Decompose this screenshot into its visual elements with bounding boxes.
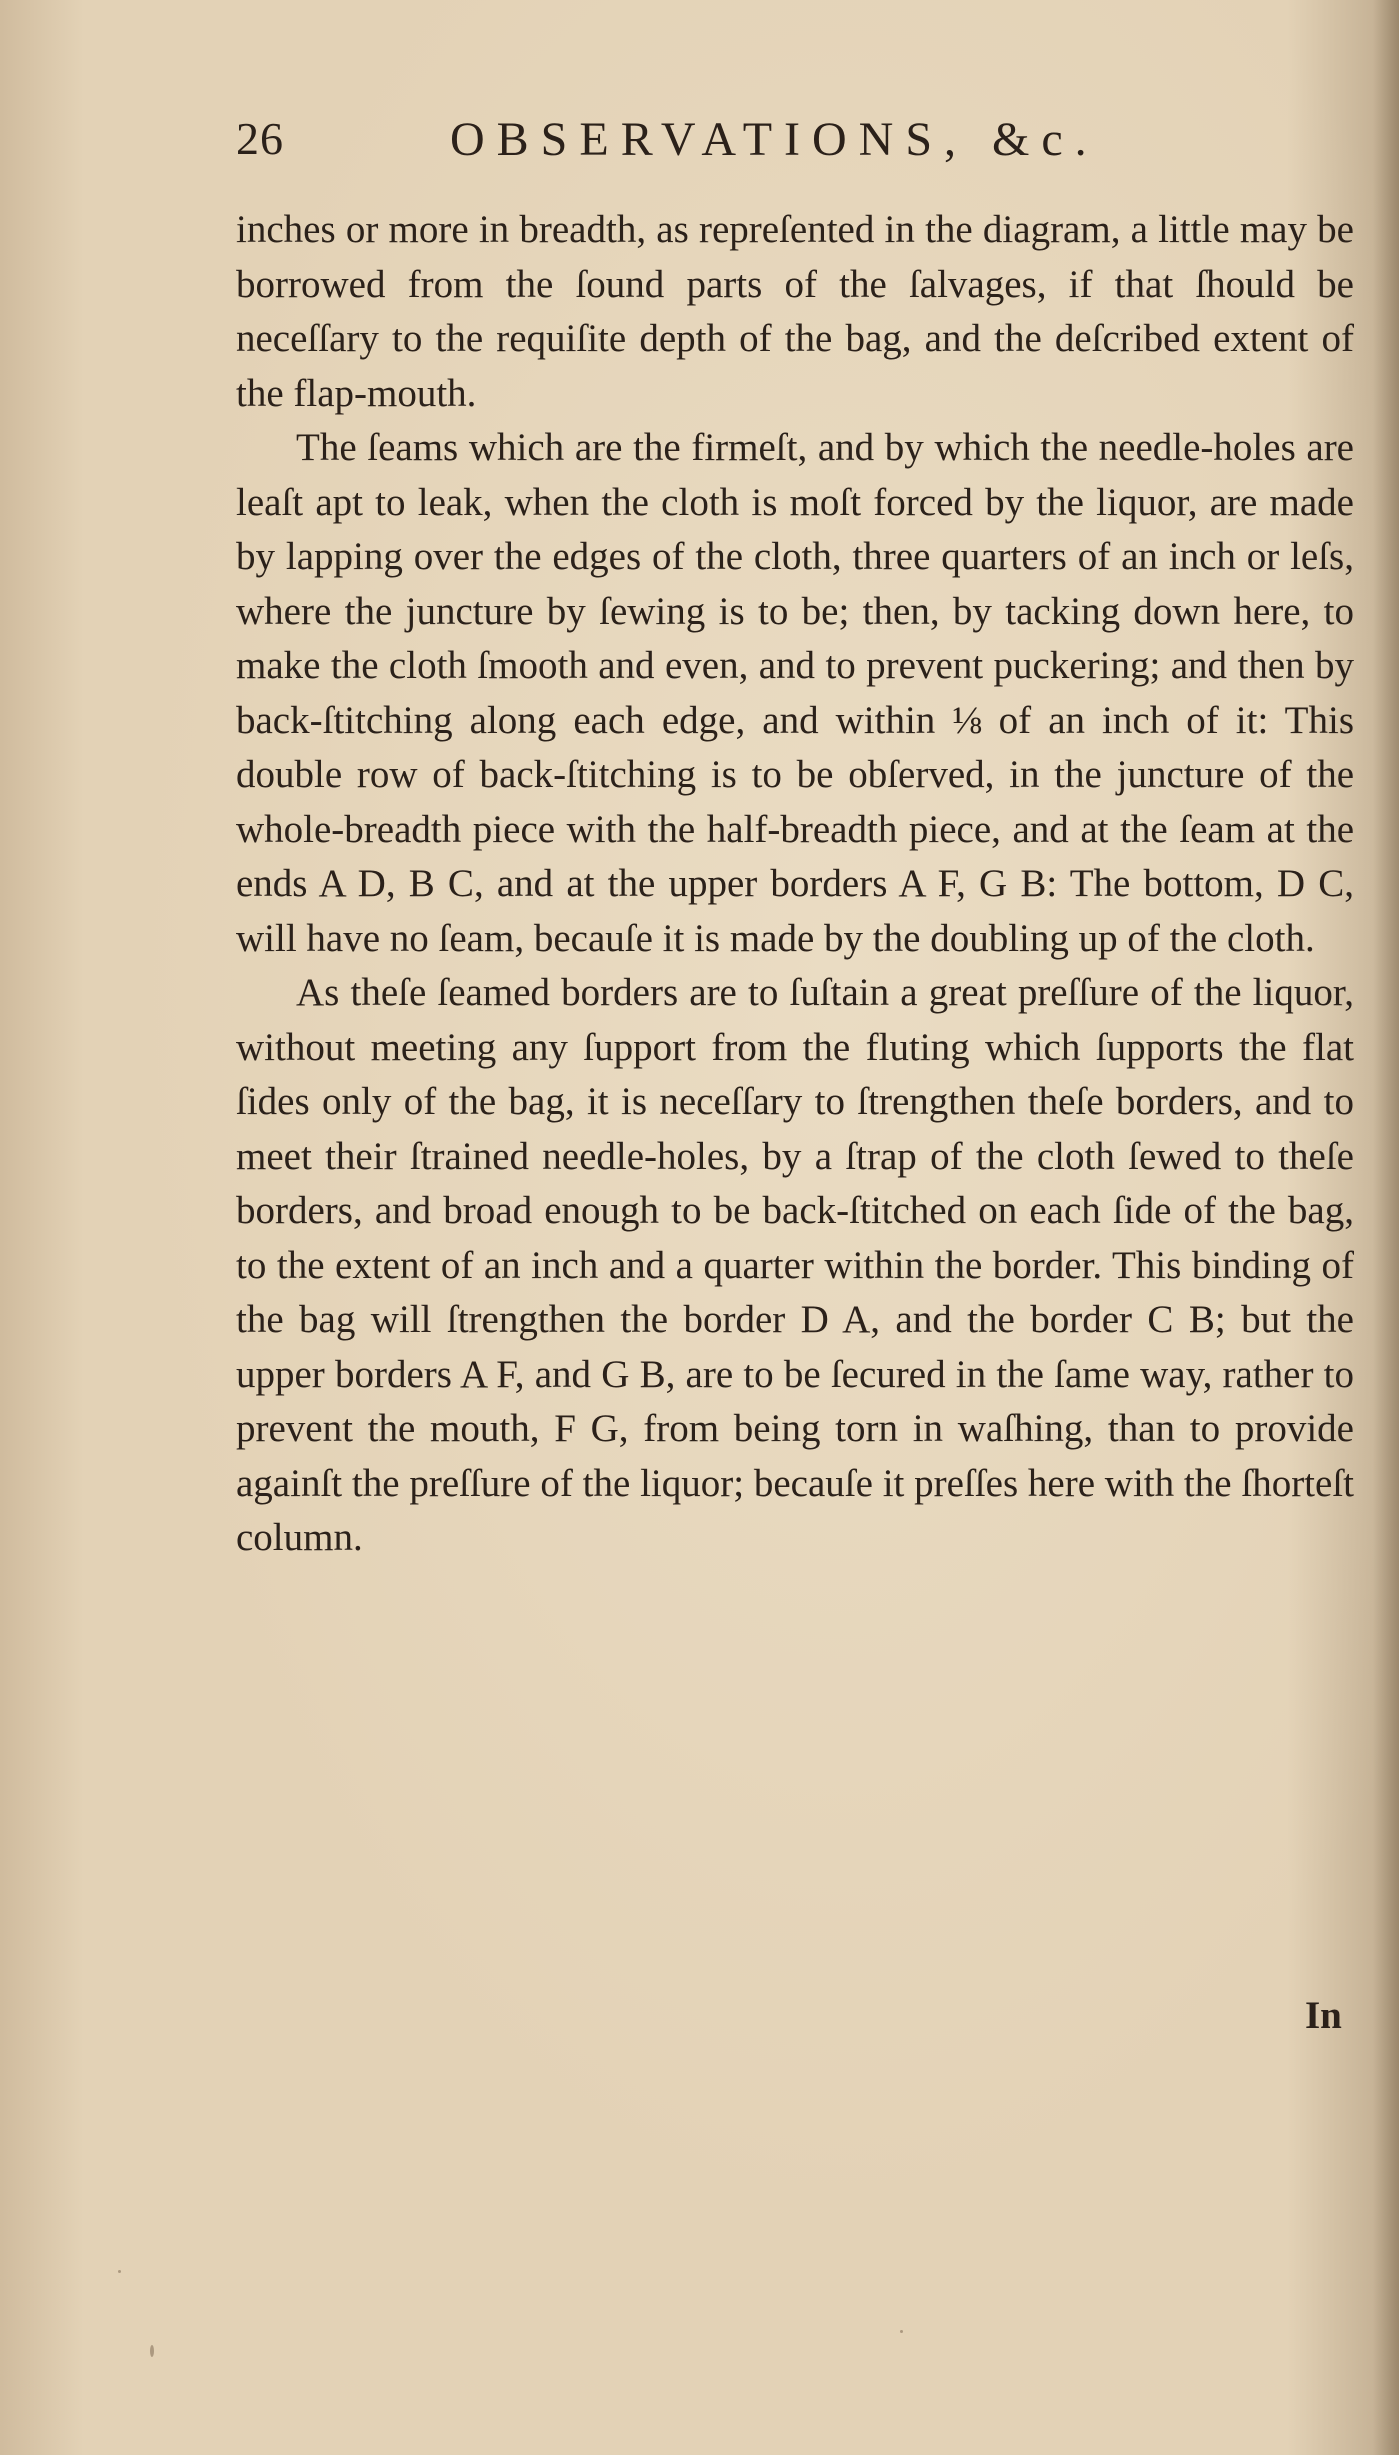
paper-fleck [150,2345,154,2357]
running-head [236,108,1256,178]
paragraph-1: inches or more in breadth, as repreſented in the diagram, a little may be borrowed from the ſound parts of the ſalvages, if that ſhould be neceſſary to the requiſite depth of the bag, and the deſcribed extent of the flap-mouth. [236,208,1354,415]
paragraph-3: As theſe ſeamed borders are to ſuſtain a great preſſure of the liquor, without meeting any ſupport from the fluting which ſupports the flat ſides only of the bag, it is neceſſary to ſtrengthen theſe borders, and to meet their ſtrained needle-holes, by a ſtrap of the cloth ſewed to theſe borders, and broad enough to be back-ſtitched on each ſide of the bag, to the extent of an inch and a quarter within the border. This binding of the bag will ſtrengthen the border D A, and the border C B; but the upper borders A F, and G B, are to be ſecured in the ſame way, rather to prevent the mouth, F G, from being torn in waſhing, than to provide againſt the preſſure of the liquor; becauſe it preſſes here with the ſhorteſt column. [236,971,1354,1559]
catchword: In [1305,1994,1342,2037]
paper-fleck [900,2330,903,2333]
paragraph-2: The ſeams which are the firmeſt, and by which the needle-holes are leaſt apt to leak, when the cloth is moſt forced by the liquor, are made by lapping over the edges of the cloth, three quarters of an inch or leſs, where the juncture by ſewing is to be; then, by tacking down here, to make the cloth ſmooth and even, and to prevent puckering; and then by back-ſtitching along each edge, and within ⅛ of an inch of it: This double row of back-ſtitching is to be obſerved, in the juncture of the whole-breadth piece with the half-breadth piece, and at the ſeam at the ends A D, B C, and at the upper borders A F, G B: The bottom, D C, will have no ſeam, becauſe it is made by the doubling up of the cloth. [236,426,1354,960]
running-title: OBSERVATIONS, &c. [450,113,1099,166]
paper-fleck [118,2270,121,2273]
page-edge-shadow [1373,0,1399,2455]
page-number: 26 [236,113,284,164]
body-text [236,203,1354,1566]
